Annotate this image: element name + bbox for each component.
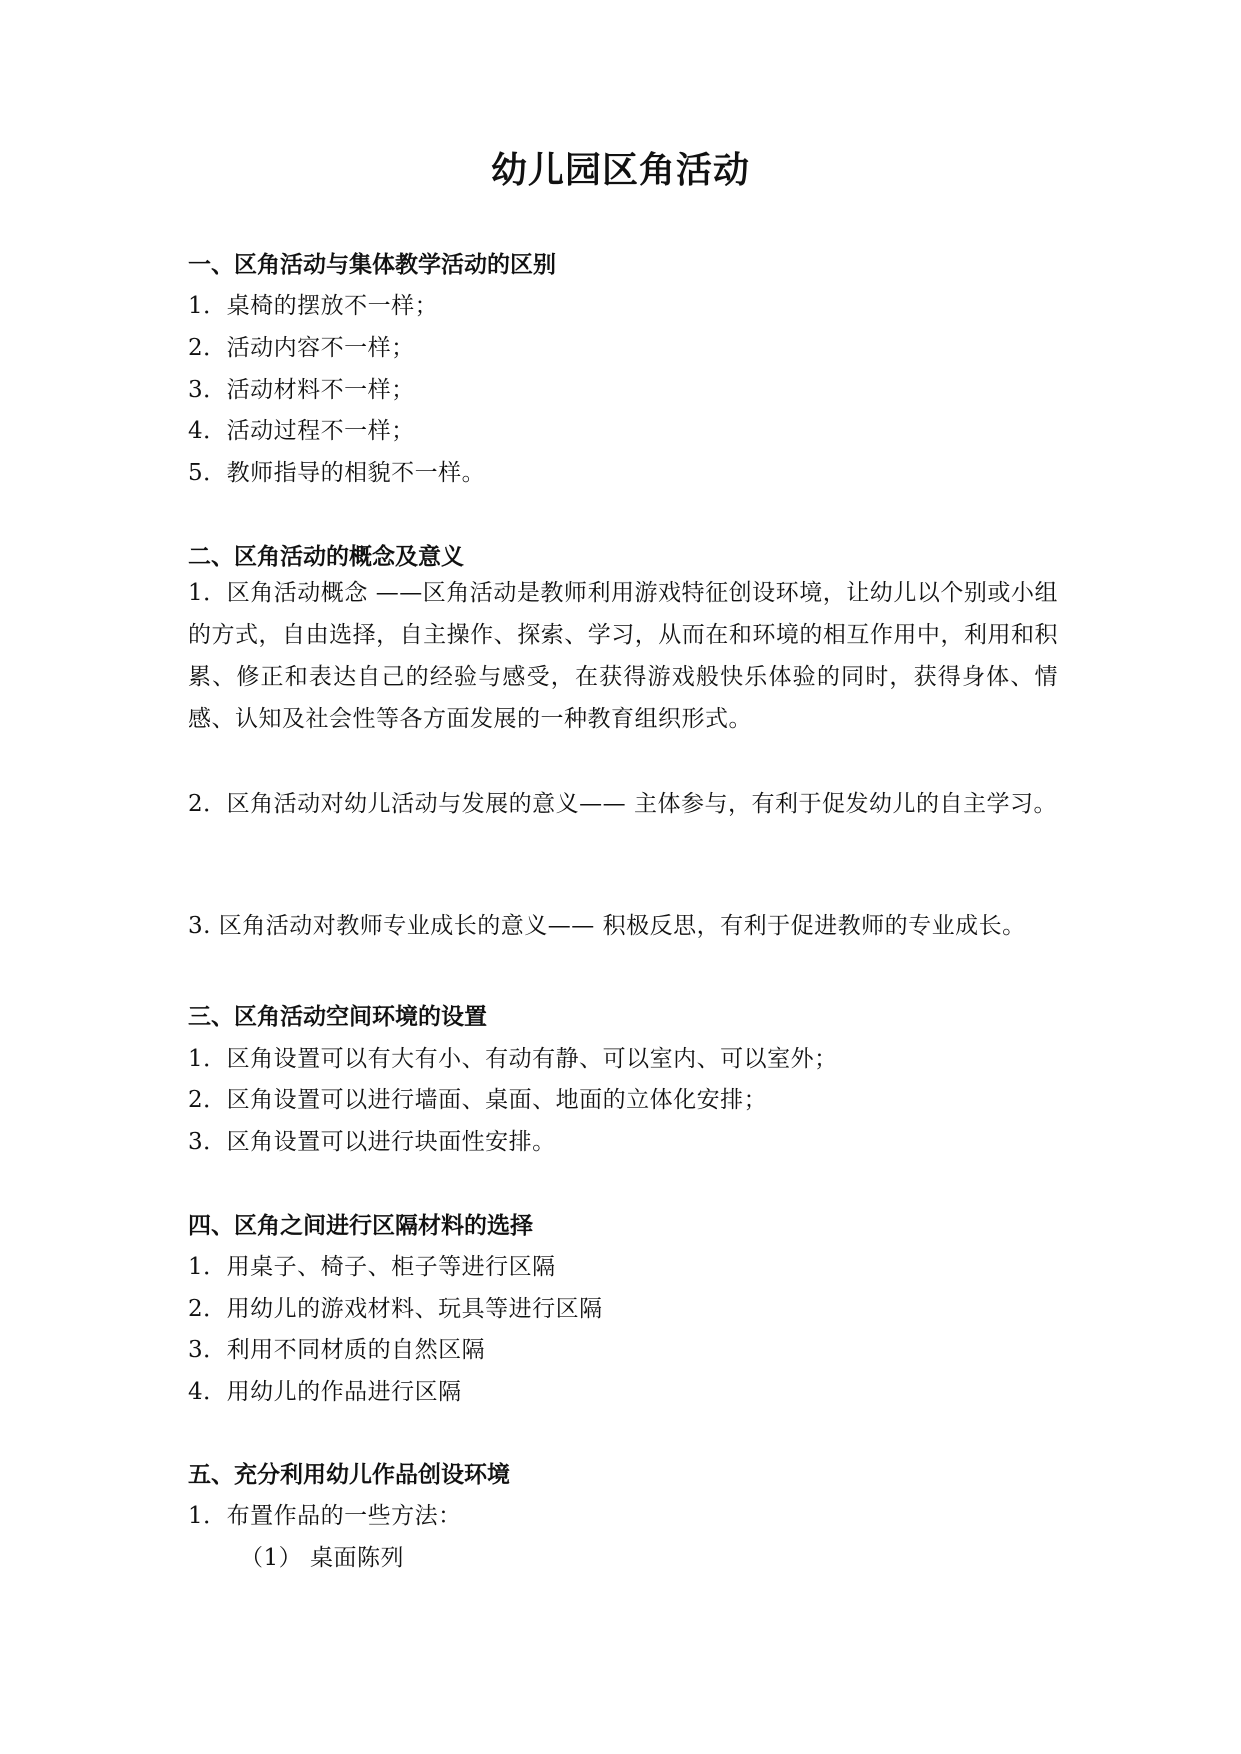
list-item: 4．用幼儿的作品进行区隔 [188,1379,462,1405]
section-4-heading: 四、区角之间进行区隔材料的选择 [188,1213,533,1239]
list-item: 3．区角设置可以进行块面性安排。 [188,1129,556,1155]
list-item: 2．区角设置可以进行墙面、桌面、地面的立体化安排； [188,1087,768,1113]
list-item: 1．区角设置可以有大有小、有动有静、可以室内、可以室外； [188,1046,838,1072]
page-title: 幼儿园区角活动 [490,149,750,191]
list-item: 1．布置作品的一些方法： [188,1503,462,1529]
list-item: 1．用桌子、椅子、柜子等进行区隔 [188,1254,556,1280]
paragraph-teacher-significance: 3. 区角活动对教师专业成长的意义—— 积极反思，有利于促进教师的专业成长。 [188,913,1026,939]
sub-list-item: （1） 桌面陈列 [240,1545,404,1571]
list-item: 5．教师指导的相貌不一样。 [188,460,486,486]
section-2-heading: 二、区角活动的概念及意义 [188,544,464,570]
list-item: 4．活动过程不一样； [188,418,415,444]
list-item: 3．活动材料不一样； [188,377,415,403]
paragraph-concept: 1．区角活动概念 ——区角活动是教师利用游戏特征创设环境，让幼儿以个别或小组的方式，自由选择，自主操作、探索、学习，从而在和环境的相互作用中，利用和积累、修正和表达自己的经验与感受，在获得游戏般快乐体验的同时，获得身体、情感、认知及社会性等各方面发展的一种教育组织形式。 [188,580,1058,732]
section-5-heading: 五、充分利用幼儿作品创设环境 [188,1462,510,1488]
list-item: 2．活动内容不一样； [188,335,415,361]
section-1-heading: 一、区角活动与集体教学活动的区别 [188,252,556,278]
list-item: 3．利用不同材质的自然区隔 [188,1337,486,1363]
section-3-heading: 三、区角活动空间环境的设置 [188,1004,487,1030]
list-item: 1．桌椅的摆放不一样； [188,293,439,319]
list-item: 2．用幼儿的游戏材料、玩具等进行区隔 [188,1296,603,1322]
paragraph-child-significance: 2．区角活动对幼儿活动与发展的意义—— 主体参与，有利于促发幼儿的自主学习。 [188,791,1057,817]
